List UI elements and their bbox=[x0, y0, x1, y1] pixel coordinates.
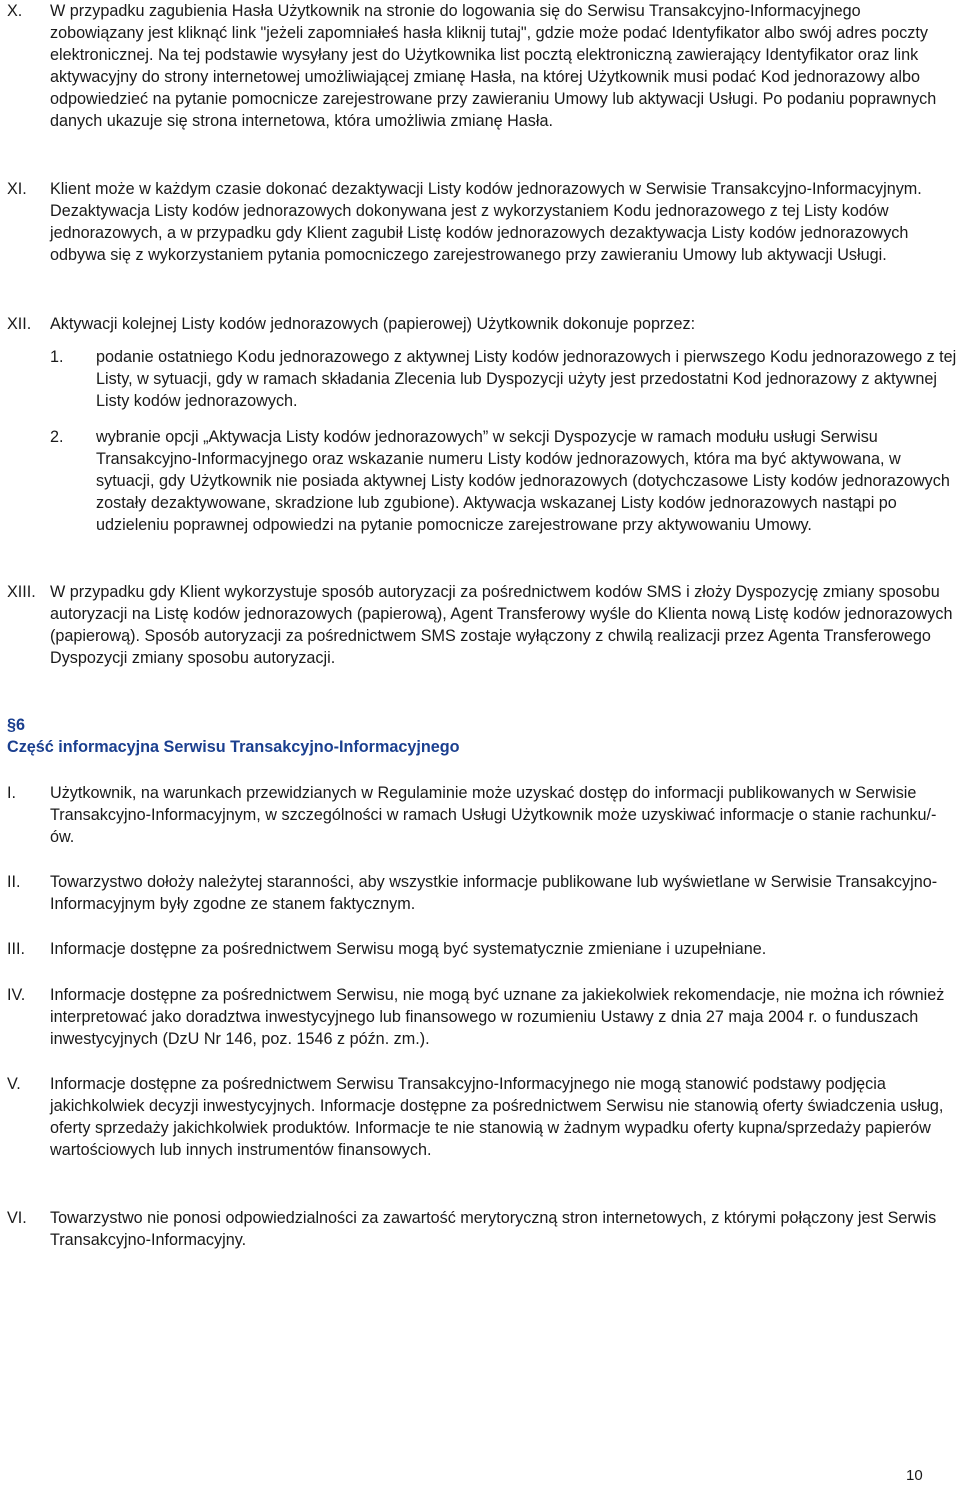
item-number: XIII. bbox=[7, 583, 36, 601]
item-text: Towarzystwo nie ponosi odpowiedzialności za zawartość merytoryczną stron internetowych, z którymi połączony jest Serwis Transakcyjno-Informacyjny. bbox=[50, 1209, 937, 1249]
page-number: 10 bbox=[906, 1467, 923, 1484]
item-text: Informacje dostępne za pośrednictwem Serwisu, nie mogą być uznane za jakiekolwiek rekomendacje, nie można ich również interpretować jako doradztwa inwestycyjnego lub finansowego w rozumieniu Ustawy z dnia 27 maja 2004 r. o funduszach inwestycyjnych (DzU Nr 146, poz. 1546 z późn. zm.). bbox=[50, 986, 945, 1048]
item-text: W przypadku zagubienia Hasła Użytkownik na stronie do logowania się do Serwisu Transakcyjno-Informacyjnego zobowiązany jest kliknąć link "jeżeli zapomniałeś hasła kliknij tutaj", gdzie może podać Identyfikator albo swój adres poczty elektronicznej. Na tej podstawie wysyłany jest do Użytkownika list pocztą elektroniczną zawierający Identyfikator oraz link aktywacyjny do strony internetowej umożliwiającej zmianę Hasła, na której Użytkownik musi podać Kod jednorazowy albo odpowiedzieć na pytanie pomocnicze zarejestrowane przy zawieraniu Umowy lub aktywacji Usługi. Po podaniu poprawnych danych ukazuje się strona internetowa, która umożliwia zmianę Hasła. bbox=[50, 2, 937, 130]
item-number: XI. bbox=[7, 180, 27, 198]
item-text: Towarzystwo dołoży należytej staranności, aby wszystkie informacje publikowane lub wyświetlane w Serwisie Transakcyjno-Informacyjnym były zgodne ze stanem faktycznym. bbox=[50, 873, 938, 913]
item-number: I. bbox=[7, 784, 16, 802]
item-number: X. bbox=[7, 2, 23, 20]
sub-item-text: wybranie opcji „Aktywacja Listy kodów jednorazowych” w sekcji Dyspozycje w ramach modułu usługi Serwisu Transakcyjno-Informacyjnego oraz wskazanie numeru Listy kodów jednorazowych, która ma być aktywowana, w sytuacji, gdy Użytkownik nie posiada aktywnej Listy kodów jednorazowych (dotychczasowe Listy kodów jednorazowych zostały dezaktywowane, skradzione lub zgubione). Aktywacja wskazanej Listy kodów jednorazowych nastąpi po udzieleniu poprawnej odpowiedzi na pytanie pomocnicze zarejestrowane przy aktywowaniu Umowy. bbox=[96, 428, 950, 534]
item-number: V. bbox=[7, 1075, 21, 1093]
sub-item-number: 1. bbox=[50, 348, 64, 366]
section-title: Część informacyjna Serwisu Transakcyjno-Informacyjnego bbox=[7, 738, 460, 756]
section-number: §6 bbox=[7, 716, 26, 734]
item-number: III. bbox=[7, 940, 25, 958]
item-number: II. bbox=[7, 873, 21, 891]
item-text: Klient może w każdym czasie dokonać dezaktywacji Listy kodów jednorazowych w Serwisie Transakcyjno-Informacyjnym. Dezaktywacja Listy kodów jednorazowych dokonywana jest z wykorzystaniem Kodu jednorazowego z tej Listy kodów jednorazowych, a w przypadku gdy Klient zagubił Listę kodów jednorazowych dezaktywacja Listy kodów jednorazowych odbywa się z wykorzystaniem pytania pomocniczego zarejestrowanego przy zawieraniu Umowy lub aktywacji Usługi. bbox=[50, 180, 922, 264]
item-text: Informacje dostępne za pośrednictwem Serwisu Transakcyjno-Informacyjnego nie mogą stanowić podstawy podjęcia jakichkolwiek decyzji inwestycyjnych. Informacje dostępne za pośrednictwem Serwisu nie stanowią oferty świadczenia usług, oferty sprzedaży jakichkolwiek produktów. Informacje te nie stanowią w żadnym wypadku oferty kupna/sprzedaży papierów wartościowych lub innych instrumentów finansowych. bbox=[50, 1075, 944, 1159]
item-number: VI. bbox=[7, 1209, 27, 1227]
sub-item-number: 2. bbox=[50, 428, 64, 446]
item-text: Użytkownik, na warunkach przewidzianych w Regulaminie może uzyskać dostęp do informacji publikowanych w Serwisie Transakcyjno-Informacyjnym, w szczególności w ramach Usługi Użytkownik może uzyskiwać informacje o stanie rachunku/-ów. bbox=[50, 784, 937, 846]
item-text: Aktywacji kolejnej Listy kodów jednorazowych (papierowej) Użytkownik dokonuje poprzez: bbox=[50, 315, 696, 333]
item-number: IV. bbox=[7, 986, 26, 1004]
item-text: Informacje dostępne za pośrednictwem Serwisu mogą być systematycznie zmieniane i uzupełniane. bbox=[50, 940, 767, 958]
sub-item-text: podanie ostatniego Kodu jednorazowego z aktywnej Listy kodów jednorazowych i pierwszego Kodu jednorazowego z tej Listy, w sytuacji, gdy w ramach składania Zlecenia lub Dyspozycji użyty jest przedostatni Kod jednorazowy z aktywnej Listy kodów jednorazowych. bbox=[96, 348, 957, 410]
item-text: W przypadku gdy Klient wykorzystuje sposób autoryzacji za pośrednictwem kodów SMS i złoży Dyspozycję zmiany sposobu autoryzacji na Listę kodów jednorazowych (papierową), Agent Transferowy wyśle do Klienta nową Listę kodów jednorazowych (papierową). Sposób autoryzacji za pośrednictwem SMS zostaje wyłączony z chwilą realizacji przez Agenta Transferowego Dyspozycji zmiany sposobu autoryzacji. bbox=[50, 583, 953, 667]
item-number: XII. bbox=[7, 315, 32, 333]
